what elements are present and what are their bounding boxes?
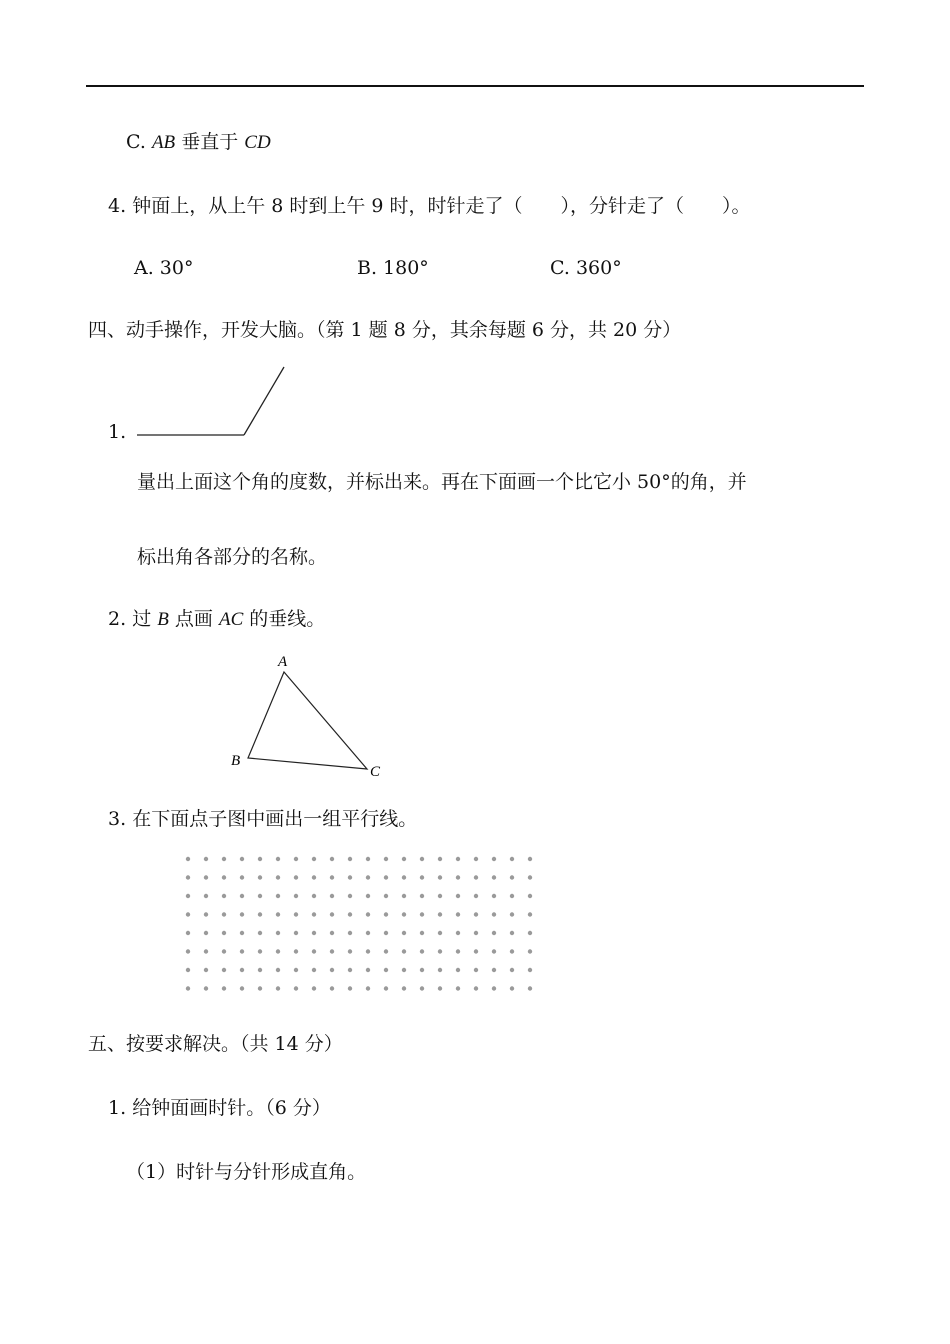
- s5-q1-text: 给钟面画时针。（6 分）: [132, 1097, 331, 1119]
- grid-dot: [420, 986, 424, 990]
- grid-dot: [420, 912, 424, 916]
- q4-text: 钟面上，从上午 8 时到上午 9 时，时针走了（ ），分针走了（ ）。: [132, 195, 751, 217]
- grid-dot: [204, 931, 208, 935]
- grid-dot: [510, 912, 514, 916]
- s4-q2-middle: 点画: [174, 608, 213, 630]
- grid-dot: [474, 986, 478, 990]
- grid-dot: [258, 912, 262, 916]
- grid-dot: [438, 968, 442, 972]
- grid-dot: [528, 931, 532, 935]
- s4-q2-prefix: 过: [132, 608, 152, 630]
- vertex-a-label: A: [278, 654, 288, 670]
- section4-heading: 四、动手操作，开发大脑。（第 1 题 8 分，其余每题 6 分，共 20 分）: [88, 319, 682, 341]
- grid-dot: [330, 912, 334, 916]
- grid-dot: [456, 931, 460, 935]
- grid-dot: [330, 875, 334, 879]
- grid-dot: [204, 875, 208, 879]
- dot-grid: [180, 852, 540, 1002]
- s4-q2-segment: AC: [218, 609, 244, 630]
- grid-dot: [492, 931, 496, 935]
- grid-dot: [294, 875, 298, 879]
- q4-option-b: B. 180°: [357, 257, 429, 279]
- grid-dot: [258, 968, 262, 972]
- q4-number: 4.: [108, 195, 127, 217]
- grid-dot: [528, 986, 532, 990]
- grid-dot: [366, 857, 370, 861]
- s4-q2-number: 2.: [108, 608, 127, 630]
- grid-dot: [384, 931, 388, 935]
- grid-dot: [294, 968, 298, 972]
- grid-dot: [294, 931, 298, 935]
- grid-dot: [438, 949, 442, 953]
- s4-q2-suffix: 的垂线。: [249, 608, 326, 630]
- grid-dot: [510, 894, 514, 898]
- grid-dot: [510, 949, 514, 953]
- grid-dot: [240, 894, 244, 898]
- grid-dot: [276, 949, 280, 953]
- grid-dot: [510, 968, 514, 972]
- triangle-abc: [248, 672, 367, 769]
- vertex-c-label: C: [370, 764, 381, 780]
- grid-dot: [330, 931, 334, 935]
- grid-dot: [474, 968, 478, 972]
- grid-dot: [204, 986, 208, 990]
- grid-dot: [402, 857, 406, 861]
- grid-dot: [420, 968, 424, 972]
- grid-dot: [366, 931, 370, 935]
- grid-dot: [474, 949, 478, 953]
- s4-q3-text: 在下面点子图中画出一组平行线。: [132, 808, 418, 830]
- grid-dot: [222, 986, 226, 990]
- grid-dot: [204, 894, 208, 898]
- grid-dot: [348, 912, 352, 916]
- grid-dot: [276, 986, 280, 990]
- grid-dot: [276, 931, 280, 935]
- grid-dot: [384, 986, 388, 990]
- grid-dot: [240, 912, 244, 916]
- grid-dot: [258, 949, 262, 953]
- grid-dot: [276, 912, 280, 916]
- section5-heading: 五、按要求解决。（共 14 分）: [88, 1033, 343, 1055]
- grid-dot: [294, 986, 298, 990]
- grid-dot: [312, 912, 316, 916]
- grid-dot: [438, 912, 442, 916]
- grid-dot: [402, 875, 406, 879]
- grid-dot: [474, 912, 478, 916]
- grid-dot: [186, 912, 190, 916]
- grid-dot: [402, 986, 406, 990]
- grid-dot: [510, 857, 514, 861]
- grid-dot: [258, 931, 262, 935]
- q4-option-c: C. 360°: [550, 257, 622, 279]
- grid-dot: [348, 949, 352, 953]
- grid-dot: [312, 875, 316, 879]
- grid-dot: [240, 968, 244, 972]
- grid-dot: [222, 968, 226, 972]
- grid-dot: [402, 931, 406, 935]
- grid-dot: [366, 986, 370, 990]
- grid-dot: [420, 949, 424, 953]
- grid-dot: [402, 894, 406, 898]
- grid-dot: [258, 986, 262, 990]
- grid-dot: [186, 931, 190, 935]
- grid-dot: [222, 949, 226, 953]
- grid-dot: [186, 894, 190, 898]
- grid-dot: [240, 875, 244, 879]
- grid-dot: [438, 986, 442, 990]
- segment-ab: AB: [151, 132, 176, 153]
- vertex-b-label: B: [231, 753, 241, 769]
- grid-dot: [384, 912, 388, 916]
- grid-dot: [222, 931, 226, 935]
- grid-dot: [348, 875, 352, 879]
- grid-dot: [528, 894, 532, 898]
- grid-dot: [348, 857, 352, 861]
- grid-dot: [384, 857, 388, 861]
- grid-dot: [366, 875, 370, 879]
- grid-dot: [240, 986, 244, 990]
- grid-dot: [186, 857, 190, 861]
- grid-dot: [366, 949, 370, 953]
- grid-dot: [492, 949, 496, 953]
- grid-dot: [528, 968, 532, 972]
- grid-dot: [402, 912, 406, 916]
- grid-dot: [276, 857, 280, 861]
- grid-dot: [312, 931, 316, 935]
- grid-dot: [330, 986, 334, 990]
- grid-dot: [222, 857, 226, 861]
- grid-dot: [222, 875, 226, 879]
- grid-dot: [456, 857, 460, 861]
- option-c-middle: 垂直于: [181, 131, 239, 153]
- grid-dot: [474, 931, 478, 935]
- grid-dot: [474, 875, 478, 879]
- grid-dot: [492, 968, 496, 972]
- grid-dot: [330, 968, 334, 972]
- option-c-prefix: C.: [126, 131, 146, 153]
- grid-dot: [420, 857, 424, 861]
- grid-dot: [402, 968, 406, 972]
- grid-dot: [438, 857, 442, 861]
- grid-dot: [492, 912, 496, 916]
- grid-dot: [420, 894, 424, 898]
- grid-dot: [204, 912, 208, 916]
- grid-dot: [456, 894, 460, 898]
- q4-option-a: A. 30°: [134, 257, 194, 279]
- s5-sub1: （1）时针与分针形成直角。: [126, 1161, 367, 1183]
- grid-dot: [240, 931, 244, 935]
- grid-dot: [420, 931, 424, 935]
- grid-dot: [312, 968, 316, 972]
- grid-dot: [492, 986, 496, 990]
- s4-q1-line1: 量出上面这个角的度数，并标出来。再在下面画一个比它小 50°的角，并: [137, 471, 747, 493]
- grid-dot: [456, 949, 460, 953]
- grid-dot: [510, 986, 514, 990]
- grid-dot: [456, 986, 460, 990]
- grid-dot: [204, 949, 208, 953]
- s4-q1-number: 1.: [108, 421, 127, 443]
- grid-dot: [312, 986, 316, 990]
- grid-dot: [312, 949, 316, 953]
- s4-q1-line2: 标出角各部分的名称。: [137, 546, 328, 568]
- grid-dot: [510, 875, 514, 879]
- grid-dot: [348, 986, 352, 990]
- grid-dot: [186, 968, 190, 972]
- grid-dot: [528, 949, 532, 953]
- grid-dot: [366, 894, 370, 898]
- grid-dot: [222, 894, 226, 898]
- grid-dot: [384, 894, 388, 898]
- grid-dot: [402, 949, 406, 953]
- grid-dot: [384, 875, 388, 879]
- segment-cd: CD: [244, 132, 271, 153]
- grid-dot: [348, 931, 352, 935]
- grid-dot: [330, 894, 334, 898]
- grid-dot: [474, 857, 478, 861]
- grid-dot: [186, 986, 190, 990]
- grid-dot: [294, 912, 298, 916]
- grid-dot: [528, 912, 532, 916]
- grid-dot: [186, 949, 190, 953]
- grid-dot: [492, 894, 496, 898]
- grid-dot: [474, 894, 478, 898]
- grid-dot: [456, 968, 460, 972]
- grid-dot: [384, 949, 388, 953]
- grid-dot: [456, 875, 460, 879]
- s5-q1: [108, 1096, 331, 1120]
- grid-dot: [186, 875, 190, 879]
- grid-dot: [204, 968, 208, 972]
- grid-dot: [384, 968, 388, 972]
- grid-dot: [330, 857, 334, 861]
- grid-dot: [456, 912, 460, 916]
- grid-dot: [348, 894, 352, 898]
- grid-dot: [276, 894, 280, 898]
- grid-dot: [204, 857, 208, 861]
- s4-q3: [108, 807, 417, 831]
- grid-dot: [438, 894, 442, 898]
- grid-dot: [510, 931, 514, 935]
- grid-dot: [258, 894, 262, 898]
- grid-dot: [276, 968, 280, 972]
- grid-dot: [492, 857, 496, 861]
- s4-q2-point: B: [157, 609, 169, 630]
- grid-dot: [258, 857, 262, 861]
- grid-dot: [240, 949, 244, 953]
- grid-dot: [438, 875, 442, 879]
- grid-dot: [240, 857, 244, 861]
- grid-dot: [528, 875, 532, 879]
- grid-dot: [222, 912, 226, 916]
- grid-dot: [294, 894, 298, 898]
- s4-q3-number: 3.: [108, 808, 127, 830]
- grid-dot: [366, 968, 370, 972]
- grid-dot: [348, 968, 352, 972]
- grid-dot: [366, 912, 370, 916]
- grid-dot: [528, 857, 532, 861]
- grid-dot: [258, 875, 262, 879]
- grid-dot: [492, 875, 496, 879]
- grid-dot: [294, 949, 298, 953]
- grid-dot: [276, 875, 280, 879]
- grid-dot: [312, 894, 316, 898]
- s5-q1-number: 1.: [108, 1097, 127, 1119]
- grid-dot: [330, 949, 334, 953]
- grid-dot: [438, 931, 442, 935]
- grid-dot: [312, 857, 316, 861]
- grid-dot: [294, 857, 298, 861]
- grid-dot: [420, 875, 424, 879]
